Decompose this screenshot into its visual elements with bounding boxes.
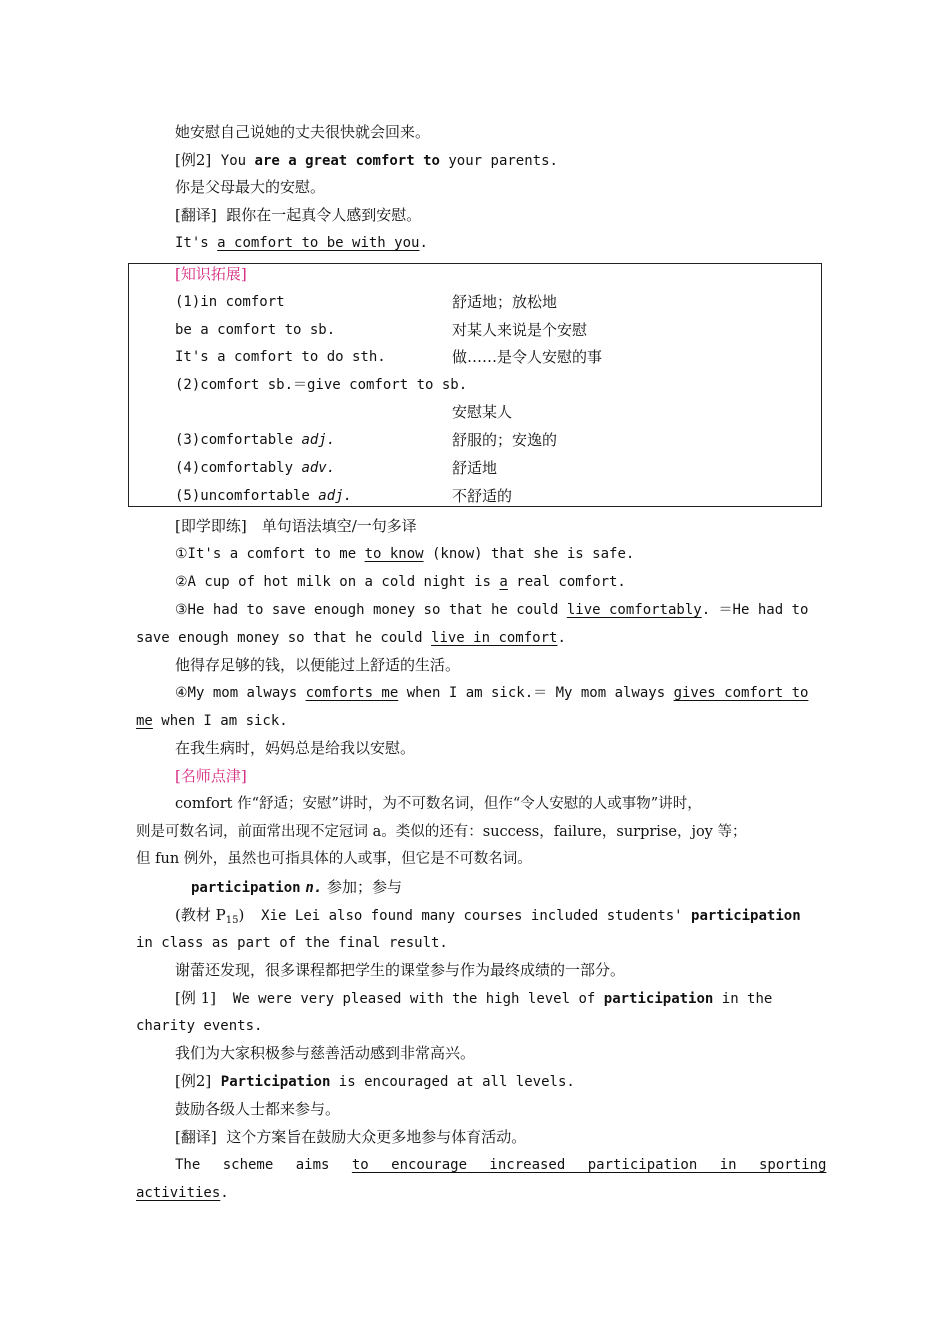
entry-translate-task <box>175 1127 950 1147</box>
entry-example-1-line2: charity events. <box>136 1018 263 1034</box>
kb-row-5-cn: 舒服的；安逸的 <box>452 431 558 449</box>
entry-pos: n. <box>305 880 323 896</box>
q-text-end: . <box>557 630 566 646</box>
source-close: ) <box>238 906 245 924</box>
translate-answer-line <box>175 233 950 253</box>
q-answer-2: gives comfort to <box>673 685 809 701</box>
kb-word: (4)comfortably <box>175 460 302 476</box>
tip-line-3: 但 fun 例外，虽然也可指具体的人或事，但它是不可数名词。 <box>136 851 532 867</box>
kb-row-3-en: It's a comfort to do sth. <box>175 349 386 365</box>
practice-q3-translation: 他得存足够的钱，以便能过上舒适的生活。 <box>175 656 461 674</box>
example-tag: [例2] <box>175 1072 212 1090</box>
entry-example-2-translation: 鼓励各级人士都来参与。 <box>175 1100 341 1118</box>
q-text: ④My mom always <box>175 685 306 701</box>
q-text-end: (know) that she is safe. <box>423 546 635 562</box>
answer-blank: a comfort to be with you <box>217 235 420 251</box>
source-keyword: participation <box>691 908 801 924</box>
example-keyphrase: are a great comfort to <box>254 153 440 169</box>
q-answer-3: me <box>136 713 153 729</box>
example-tag: [例2] <box>175 151 212 169</box>
sentence-translation: 她安慰自己说她的丈夫很快就会回来。 <box>175 123 431 141</box>
example-text-end: your parents. <box>439 153 558 169</box>
q-text: save enough money so that he could <box>136 630 432 646</box>
entry-word: participation <box>191 880 301 896</box>
q-answer: to know <box>364 546 424 562</box>
entry-meaning: 参加；参与 <box>322 878 402 896</box>
practice-q4-line2 <box>136 711 950 731</box>
example-tag: [例 1] <box>175 989 217 1007</box>
source-tag: (教材 P <box>175 906 226 924</box>
kb-row-1-en: (1)in comfort <box>175 294 285 310</box>
practice-q3-line1 <box>175 600 950 620</box>
practice-q3-line2 <box>136 628 950 648</box>
practice-q4-line1 <box>175 683 950 703</box>
knowledge-heading: [知识拓展] <box>175 265 247 283</box>
q-text: ②A cup of hot milk on a cold night is <box>175 574 500 590</box>
kb-row-4-en: (2)comfort sb.＝give comfort to sb. <box>175 377 468 393</box>
entry-translate-answer-line2 <box>136 1183 950 1203</box>
example-2 <box>175 150 950 171</box>
q-text-end: real comfort. <box>507 574 626 590</box>
practice-heading: [即学即练] 单句语法填空/一句多译 <box>175 517 417 535</box>
kb-pos: adj. <box>301 432 336 448</box>
translate-task <box>175 205 950 225</box>
word-entry-heading <box>191 877 950 898</box>
kb-pos: adj. <box>318 488 353 504</box>
q-answer: live comfortably <box>566 602 702 618</box>
teacher-tip-heading: [名师点津] <box>175 767 247 785</box>
q-text-end: . ＝He had to <box>701 602 809 618</box>
example-keyword: Participation <box>220 1074 331 1090</box>
textbook-source-line-2: in class as part of the final result. <box>136 935 448 951</box>
example-keyword: participation <box>603 991 714 1007</box>
kb-row-6-cn: 舒适地 <box>452 459 498 477</box>
example-2-translation: 你是父母最大的安慰。 <box>175 178 326 196</box>
kb-word: (3)comfortable <box>175 432 302 448</box>
tip-line-2: 则是可数名词，前面常出现不定冠词 a。类似的还有：success，failure，surprise，joy 等； <box>136 824 747 840</box>
q-answer: comforts me <box>305 685 399 701</box>
answer-end: . <box>419 235 428 251</box>
translate-prompt: 跟你在一起真令人感到安慰。 <box>226 206 422 224</box>
translate-tag: [翻译] <box>175 1128 217 1146</box>
kb-row-2-en: be a comfort to sb. <box>175 322 336 338</box>
q-answer: a <box>499 574 508 590</box>
q-answer: live in comfort <box>431 630 558 646</box>
answer-blank: to encourage increased participation in sporting <box>351 1157 827 1173</box>
q-text: ①It's a comfort to me <box>175 546 365 562</box>
practice-q4-translation: 在我生病时，妈妈总是给我以安慰。 <box>175 739 416 757</box>
answer-blank-2: activities <box>136 1185 221 1201</box>
answer-end: . <box>220 1185 229 1201</box>
entry-translate-answer-line1 <box>175 1155 827 1175</box>
kb-row-3-cn: 做……是令人安慰的事 <box>452 348 603 366</box>
practice-q2 <box>175 572 950 592</box>
entry-example-1 <box>175 988 950 1009</box>
kb-pos: adv. <box>301 460 336 476</box>
q-text: ③He had to save enough money so that he could <box>175 602 567 618</box>
practice-q1 <box>175 544 950 564</box>
textbook-source-line <box>175 905 950 931</box>
example-text: We were very pleased with the high level of <box>216 991 604 1007</box>
example-text-end: in the <box>713 991 773 1007</box>
q-text-end: when I am sick. <box>152 713 288 729</box>
source-text: Xie Lei also found many courses included students' <box>244 908 692 924</box>
tip-line-1: comfort 作“舒适；安慰”讲时，为不可数名词，但作“令人安慰的人或事物”讲时， <box>175 796 702 812</box>
entry-example-1-translation: 我们为大家积极参与慈善活动感到非常高兴。 <box>175 1044 476 1062</box>
translate-prompt: 这个方案旨在鼓励大众更多地参与体育活动。 <box>226 1128 527 1146</box>
kb-row-1-cn: 舒适地；放松地 <box>452 293 558 311</box>
q-text-mid: when I am sick.＝ My mom always <box>398 685 674 701</box>
textbook-translation: 谢蕾还发现，很多课程都把学生的课堂参与作为最终成绩的一部分。 <box>175 961 626 979</box>
kb-row-7-cn: 不舒适的 <box>452 487 513 505</box>
source-page: 15 <box>225 915 239 926</box>
example-text: is encouraged at all levels. <box>330 1074 575 1090</box>
entry-example-2 <box>175 1071 950 1092</box>
example-text: You <box>220 153 255 169</box>
answer-prefix: The scheme aims <box>175 1157 352 1173</box>
kb-word: (5)uncomfortable <box>175 488 319 504</box>
kb-row-2-cn: 对某人来说是个安慰 <box>452 321 588 339</box>
kb-row-4-cn: 安慰某人 <box>452 403 513 421</box>
translate-tag: [翻译] <box>175 206 217 224</box>
answer-prefix: It's <box>175 235 218 251</box>
